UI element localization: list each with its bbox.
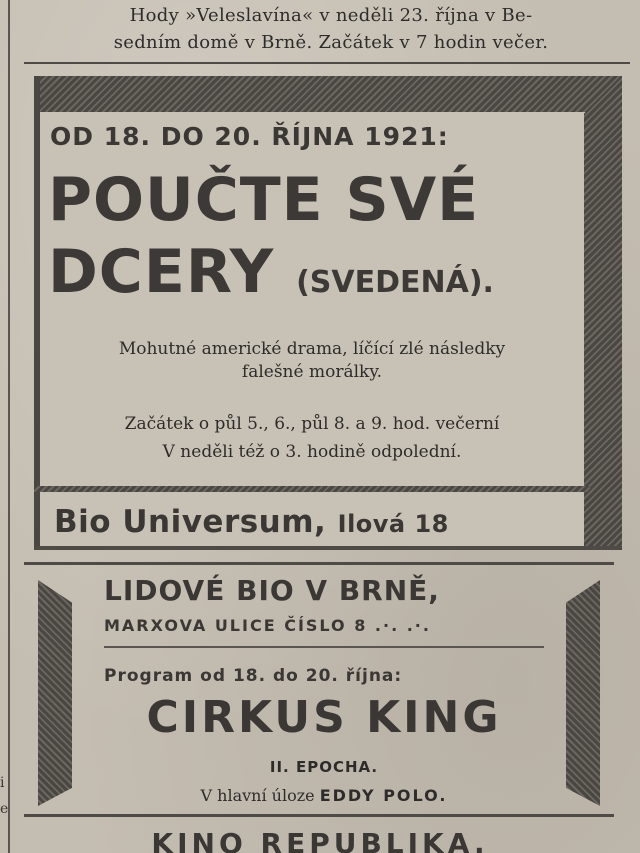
separator-rule bbox=[24, 562, 614, 565]
inner-rule bbox=[104, 646, 544, 648]
film-description bbox=[40, 338, 584, 384]
street-text: MARXOVA ULICE ČÍSLO 8 bbox=[104, 616, 368, 635]
next-advertisement-title: KINO REPUBLIKA. bbox=[151, 827, 489, 853]
left-column-fragments bbox=[0, 770, 8, 822]
film-starring bbox=[104, 786, 544, 805]
description-line: Mohutné americké drama, líčící zlé následky bbox=[118, 339, 506, 359]
description-line: falešné morálky. bbox=[241, 362, 383, 382]
top-notice-line: sedním domě v Brně. Začátek v 7 hodin večer. bbox=[113, 32, 549, 53]
cinema-address: Ilová 18 bbox=[337, 510, 449, 538]
cinema-title: LIDOVÉ BIO V BRNĚ, bbox=[104, 574, 440, 607]
ad-body bbox=[40, 112, 584, 546]
top-notice-line: Hody »Veleslavína« v neděli 23. října v Be- bbox=[129, 5, 533, 26]
showtimes-line: V neděli též o 3. hodině odpolední. bbox=[162, 442, 462, 462]
showtimes-line: Začátek o půl 5., 6., půl 8. a 9. hod. večerní bbox=[124, 414, 500, 434]
frame-right-border bbox=[584, 76, 622, 546]
left-fragment: i bbox=[0, 775, 5, 791]
cinema-address bbox=[104, 616, 544, 635]
film-title: CIRKUS KING bbox=[146, 692, 502, 743]
showtimes bbox=[40, 410, 584, 466]
frame-top-border bbox=[34, 76, 622, 112]
frame-right-slab bbox=[566, 580, 600, 806]
film-subtitle: (SVEDENÁ). bbox=[296, 265, 494, 300]
ornament: .·. .·. bbox=[374, 616, 431, 635]
left-fragment: e bbox=[0, 801, 9, 817]
cinema-title: Bio Universum, bbox=[54, 504, 327, 540]
film-episode: II. EPOCHA. bbox=[269, 758, 379, 776]
star-name: EDDY POLO. bbox=[319, 786, 448, 805]
film-title bbox=[40, 164, 584, 319]
separator-rule bbox=[24, 62, 630, 64]
screening-dates: OD 18. DO 20. ŘÍJNA 1921: bbox=[50, 122, 449, 151]
frame-left-slab bbox=[38, 580, 72, 806]
film-title-line1: POUČTE SVÉ bbox=[48, 165, 480, 235]
column-divider bbox=[8, 0, 10, 853]
starring-label: V hlavní úloze bbox=[200, 786, 315, 805]
advertisement-bio-universum bbox=[34, 76, 622, 546]
program-dates: Program od 18. do 20. října: bbox=[104, 666, 403, 686]
frame-bottom-border bbox=[34, 546, 622, 550]
film-title-line2 bbox=[40, 236, 584, 319]
advertisement-lidove-bio bbox=[34, 562, 604, 822]
top-notice bbox=[36, 2, 626, 56]
cinema-name bbox=[54, 504, 584, 540]
separator-rule bbox=[24, 814, 614, 817]
film-title-word: DCERY bbox=[48, 237, 275, 307]
frame-divider-bar bbox=[34, 486, 590, 492]
